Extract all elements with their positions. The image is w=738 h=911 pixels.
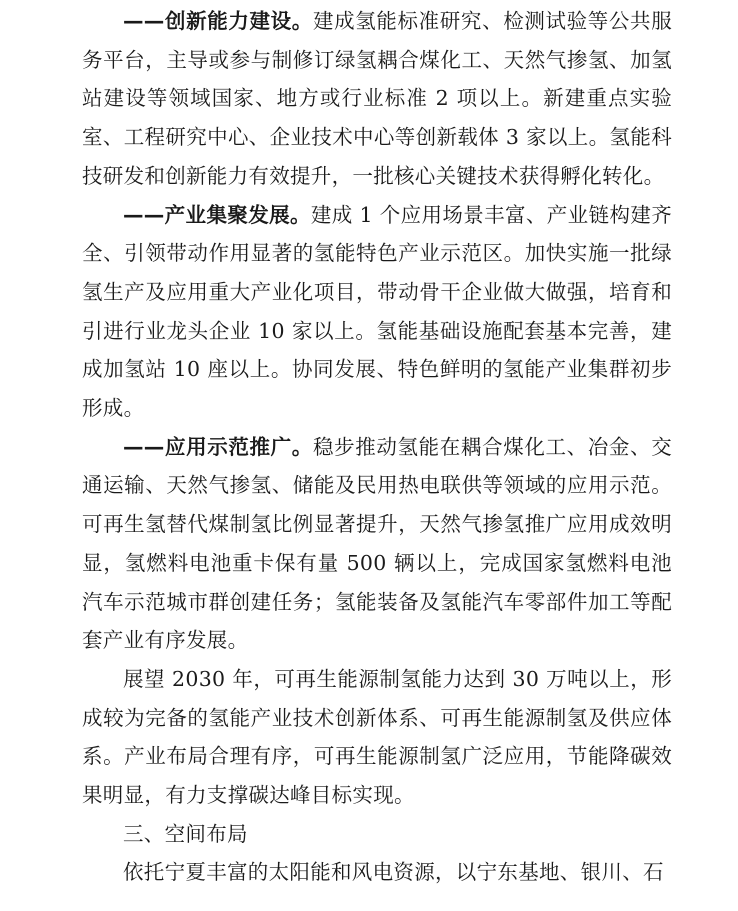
- section-heading: 三、空间布局: [123, 821, 248, 846]
- paragraph-application-demo: [82, 428, 672, 660]
- paragraph-body: 稳步推动氢能在耦合煤化工、冶金、交通运输、天然气掺氢、储能及民用热电联供等领域的应用示范。可再生氢替代煤制氢比例显著提升，天然气掺氢推广应用成效明显，氢燃料电池重卡保有量 500 辆以上，完成国家氢燃料电池汽车示范城市群创建任务；氢能装备及氢能汽车零部件加工等配套产业有序发展。: [82, 434, 672, 653]
- paragraph-innovation: [82, 2, 672, 196]
- paragraph-lead: ——产业集聚发展。: [123, 202, 311, 227]
- paragraph-partial-last: [82, 853, 672, 892]
- paragraph-lead: ——创新能力建设。: [123, 9, 313, 33]
- paragraph-industry-cluster: [82, 196, 672, 428]
- paragraph-body: 依托宁夏丰富的太阳能和风电资源，以宁东基地、银川、石: [123, 860, 664, 885]
- paragraph-outlook-2030: [82, 660, 672, 815]
- document-page: [82, 2, 672, 892]
- paragraph-body: 建成氢能标准研究、检测试验等公共服务平台，主导或参与制修订绿氢耦合煤化工、天然气掺氢、加氢站建设等领域国家、地方或行业标准 2 项以上。新建重点实验室、工程研究中心、企业技术中心等创新载体 3 家以上。氢能科技研发和创新能力有效提升，一批核心关键技术获得孵化转化。: [82, 9, 672, 188]
- paragraph-lead: ——应用示范推广。: [123, 434, 313, 459]
- paragraph-body: 展望 2030 年，可再生能源制氢能力达到 30 万吨以上，形成较为完备的氢能产业技术创新体系、可再生能源制氢及供应体系。产业布局合理有序，可再生能源制氢广泛应用，节能降碳效果明显，有力支撑碳达峰目标实现。: [82, 666, 672, 808]
- paragraph-body: 建成 1 个应用场景丰富、产业链构建齐全、引领带动作用显著的氢能特色产业示范区。加快实施一批绿氢生产及应用重大产业化项目，带动骨干企业做大做强，培育和引进行业龙头企业 10 家以上。氢能基础设施配套基本完善，建成加氢站 10 座以上。协同发展、特色鲜明的氢能产业集群初步形成。: [82, 202, 673, 421]
